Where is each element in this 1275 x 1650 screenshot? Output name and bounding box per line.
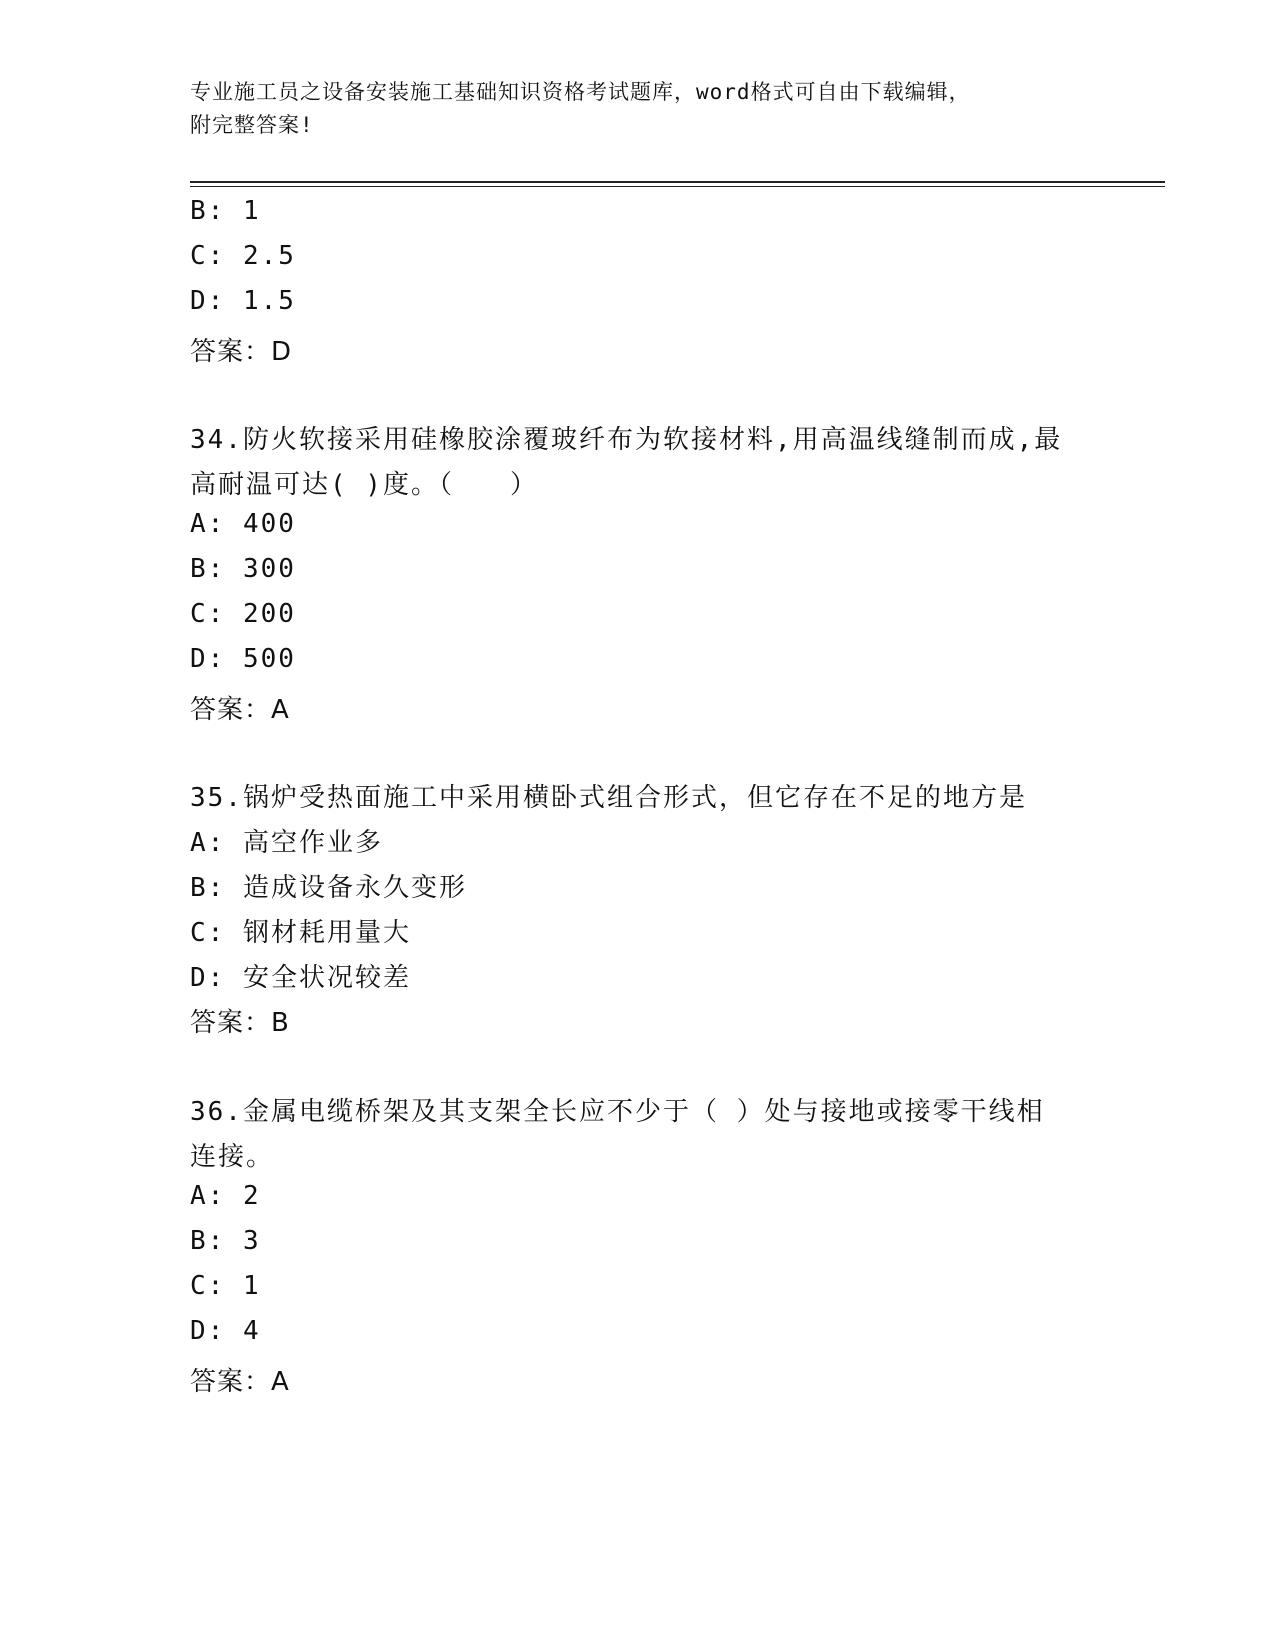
- answer: 答案：D: [190, 337, 293, 367]
- header-divider-thick: [190, 181, 1165, 183]
- question-34-answer: 答案：A: [190, 695, 290, 725]
- question-35-text-line-1: 35.锅炉受热面施工中采用横卧式组合形式，但它存在不足的地方是: [190, 783, 1027, 813]
- option-b: B: 1: [190, 196, 261, 226]
- question-34-option-a: A: 400: [190, 509, 296, 539]
- question-35-answer: 答案：B: [190, 1008, 290, 1038]
- question-34-option-d: D: 500: [190, 644, 296, 674]
- question-36-text-line-2: 连接。: [190, 1142, 275, 1172]
- question-36-option-a: A: 2: [190, 1181, 261, 1211]
- question-36-option-b: B: 3: [190, 1226, 261, 1256]
- question-34-text-line-2: 高耐温可达( )度。（ ）: [190, 470, 538, 500]
- header-divider-thin: [190, 186, 1165, 187]
- question-34-text-line-1: 34.防火软接采用硅橡胶涂覆玻纤布为软接材料,用高温线缝制而成,最: [190, 425, 1063, 455]
- question-36-option-d: D: 4: [190, 1316, 261, 1346]
- question-36-text-line-1: 36.金属电缆桥架及其支架全长应不少于（ ）处与接地或接零干线相: [190, 1097, 1045, 1127]
- question-35-option-a: A: 高空作业多: [190, 828, 383, 858]
- document-header: [190, 76, 1070, 142]
- option-c: C: 2.5: [190, 241, 296, 271]
- option-d: D: 1.5: [190, 286, 296, 316]
- question-35-option-c: C: 钢材耗用量大: [190, 918, 411, 948]
- question-36-option-c: C: 1: [190, 1271, 261, 1301]
- question-34-option-c: C: 200: [190, 599, 296, 629]
- question-35-option-d: D: 安全状况较差: [190, 963, 411, 993]
- header-line-2: 附完整答案!: [190, 113, 314, 137]
- header-line-1: 专业施工员之设备安装施工基础知识资格考试题库，word格式可自由下载编辑，: [190, 80, 971, 104]
- question-34-option-b: B: 300: [190, 554, 296, 584]
- question-36-answer: 答案：A: [190, 1367, 290, 1397]
- question-35-option-b: B: 造成设备永久变形: [190, 873, 467, 903]
